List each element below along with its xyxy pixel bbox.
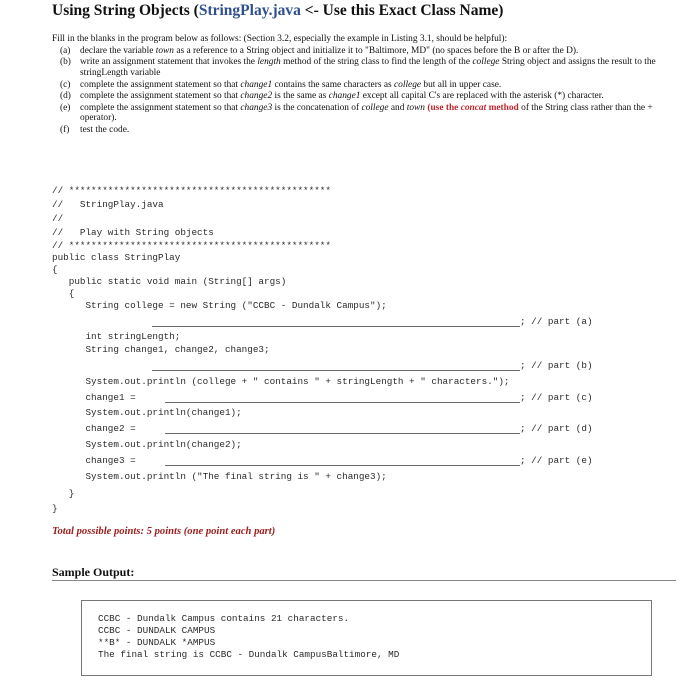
task-text-part: change3	[240, 102, 273, 113]
task-text-part: town	[406, 102, 425, 113]
sample-output-line: The final string is CCBC - Dundalk CampusBaltimore, MD	[98, 649, 400, 660]
code-line: }	[52, 503, 58, 514]
task-text-part: is the same as	[272, 91, 329, 102]
task-text	[80, 57, 672, 79]
task-text-part: college	[472, 57, 500, 68]
task-text	[80, 125, 672, 136]
code-line: public class StringPlay	[52, 252, 181, 263]
instructions-intro: Fill in the blanks in the program below as follows: (Section 3.2, especially the example in Listing 3.1, should be helpful):	[52, 34, 508, 44]
task-text-part: complete the assignment statement so that	[80, 102, 241, 113]
code-line: {	[52, 288, 75, 299]
part-comment: ; // part (d)	[520, 423, 593, 434]
code-line: // ***********************************************	[52, 240, 331, 251]
part-comment: ; // part (b)	[520, 360, 593, 371]
task-text-part: college	[393, 79, 422, 90]
part-comment: ; // part (c)	[520, 392, 593, 403]
answer-blank-line	[165, 465, 520, 466]
task-item	[60, 57, 672, 79]
task-text-part: complete the assignment statement so that	[80, 91, 241, 102]
code-line: System.out.println(change1);	[52, 407, 242, 418]
task-text	[80, 103, 672, 125]
task-text-part: town	[155, 46, 174, 56]
sample-output-heading: Sample Output:	[52, 565, 135, 579]
code-line: String college = new String ("CCBC - Dundalk Campus");	[52, 300, 387, 311]
task-text	[80, 80, 672, 91]
code-line: }	[52, 488, 75, 499]
code-line: System.out.println(change2);	[52, 439, 242, 450]
code-line: System.out.println (college + " contains " + stringLength + " characters.");	[52, 376, 510, 387]
task-label: (f)	[60, 124, 70, 135]
task-text-part: declare the variable	[80, 46, 156, 56]
page-title	[52, 0, 503, 22]
task-text-part: String object and assigns the result to the stringLength variable	[80, 57, 656, 79]
code-line: //	[52, 213, 64, 224]
code-line: // ***********************************************	[52, 185, 331, 196]
title-prefix: Using String Objects (	[52, 2, 199, 19]
task-text-part: is the concatenation of	[272, 102, 362, 113]
task-text-part: change1	[240, 79, 273, 90]
part-comment: ; // part (e)	[520, 455, 593, 466]
task-label: (b)	[60, 57, 71, 68]
code-line: change2 =	[52, 423, 136, 434]
task-text-part: complete the assignment statement so that	[80, 79, 241, 90]
task-text-part: except all capital C's are replaced with the asterisk (*) character.	[360, 91, 604, 102]
code-line: change3 =	[52, 455, 136, 466]
task-text-part: length	[257, 57, 281, 68]
task-text-part: college	[361, 102, 389, 113]
code-line: System.out.println ("The final string is " + change3);	[52, 471, 387, 482]
task-text-part: concat	[460, 102, 487, 113]
task-text-part: contains the same characters as	[272, 79, 394, 90]
task-item	[60, 125, 672, 136]
code-line: // Play with String objects	[52, 227, 214, 238]
task-text-part: method of the string class to find the length of the	[280, 57, 473, 68]
answer-blank-line	[152, 370, 520, 371]
task-text-part: and	[388, 102, 407, 113]
answer-blank-line	[165, 433, 520, 434]
task-item	[60, 46, 672, 57]
task-text-part: change2	[240, 91, 273, 102]
code-line: String change1, change2, change3;	[52, 344, 270, 355]
sample-output-line: CCBC - DUNDALK CAMPUS	[98, 625, 216, 636]
task-text-part: change1	[328, 91, 361, 102]
task-text	[80, 46, 672, 57]
code-line: int stringLength;	[52, 331, 181, 342]
points-note: Total possible points: 5 points (one point each part)	[52, 526, 276, 537]
part-comment: ; // part (a)	[520, 316, 593, 327]
sample-output-box	[81, 600, 652, 676]
sample-output-line: **B* - DUNDALK *AMPUS	[98, 637, 216, 648]
task-text	[80, 91, 672, 102]
task-text-part: test the code.	[80, 124, 130, 135]
task-text-part: of the String class rather than the + operator).	[80, 102, 653, 124]
task-item	[60, 103, 672, 125]
task-item	[60, 91, 672, 102]
task-item	[60, 80, 672, 91]
code-line: // StringPlay.java	[52, 199, 164, 210]
task-label: (a)	[60, 46, 71, 56]
title-classname: StringPlay.java	[198, 2, 301, 19]
task-label: (d)	[60, 91, 71, 102]
task-text-part: (use the	[427, 102, 461, 113]
title-suffix: <- Use this Exact Class Name)	[300, 2, 504, 19]
task-list	[60, 46, 672, 136]
task-text-part: as a reference to a String object and initialize it to "Baltimore, MD" (no spaces before the B or after the D).	[173, 46, 579, 56]
task-label: (e)	[60, 102, 71, 113]
document-page	[44, 0, 680, 686]
task-label: (c)	[60, 79, 71, 90]
sample-output-lines	[98, 613, 399, 661]
task-text-part: method	[486, 102, 519, 113]
answer-blank-line	[152, 326, 520, 327]
sample-divider	[52, 580, 676, 581]
code-line: change1 =	[52, 392, 136, 403]
task-text-part: but all in upper case.	[421, 79, 502, 90]
code-line: {	[52, 264, 58, 275]
answer-blank-line	[165, 402, 520, 403]
code-line: public static void main (String[] args)	[52, 276, 287, 287]
task-text-part: write an assignment statement that invokes the	[80, 57, 258, 68]
sample-output-line: CCBC - Dundalk Campus contains 21 characters.	[98, 613, 350, 624]
